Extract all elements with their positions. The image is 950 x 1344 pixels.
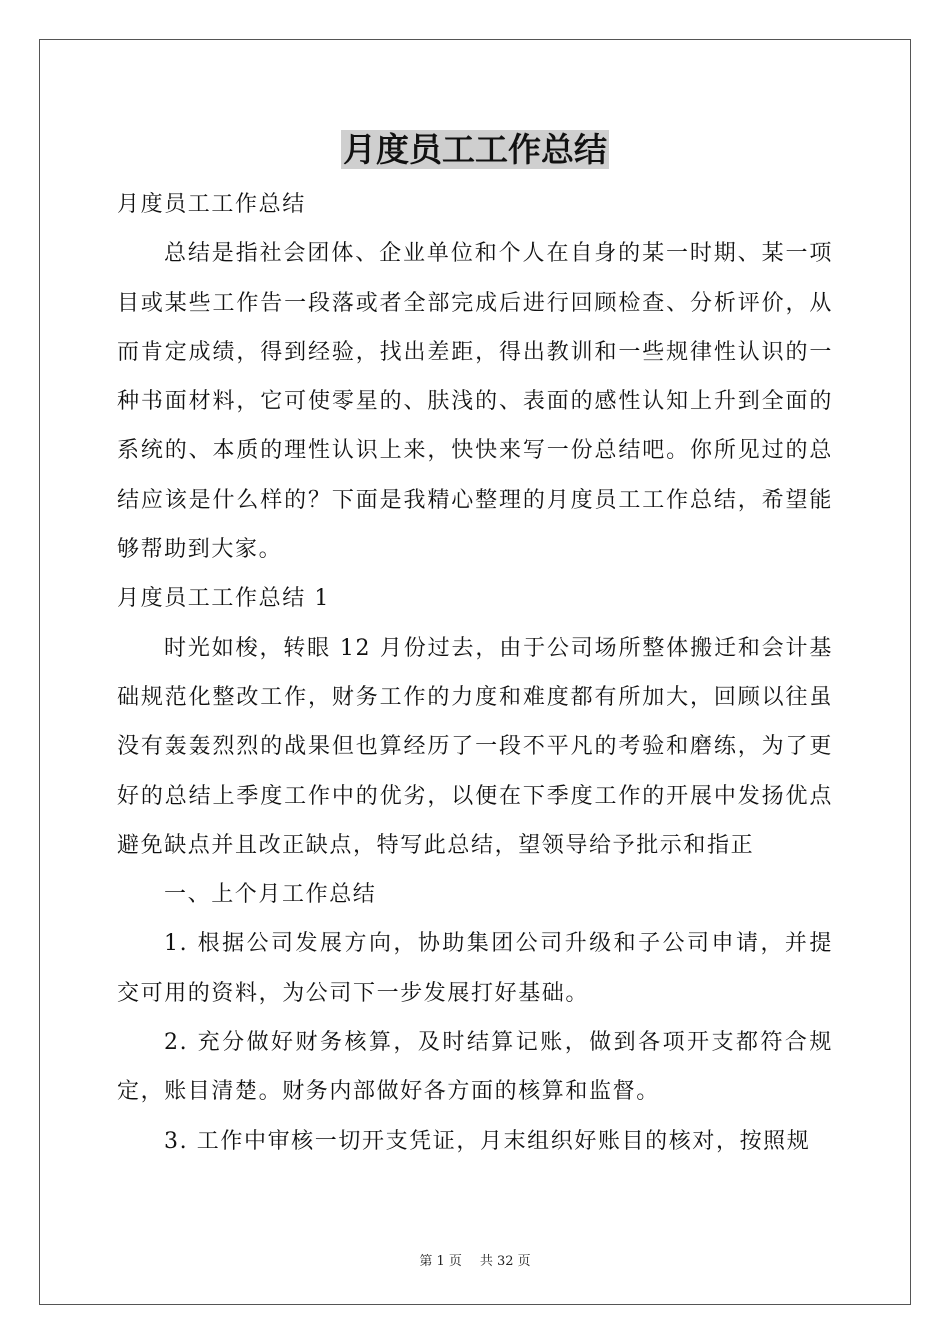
- subtitle-paragraph: 月度员工工作总结: [117, 192, 306, 217]
- list-item: 3. 工作中审核一切开支凭证，月末组织好账目的核对，按照规: [164, 1128, 811, 1154]
- subsection-heading: 一、上个月工作总结: [164, 882, 377, 908]
- document-title-text: 月度员工工作总结: [343, 130, 607, 169]
- list-item: 2. 充分做好财务核算，及时结算记账，做到各项开支都符合规定，账目清楚。财务内部做好各方面的核算和监督。: [117, 1030, 833, 1105]
- intro-paragraph: 总结是指社会团体、企业单位和个人在自身的某一时期、某一项目或某些工作告一段落或者全部完成后进行回顾检查、分析评价，从而肯定成绩，得到经验，找出差距，得出教训和一些规律性认识的一种书面材料，它可使零星的、肤浅的、表面的感性认知上升到全面的系统的、本质的理性认识上来，快快来写一份总结吧。你所见过的总结应该是什么样的？下面是我精心整理的月度员工工作总结，希望能够帮助到大家。: [117, 241, 833, 563]
- list-item: 1. 根据公司发展方向，协助集团公司升级和子公司申请，并提交可用的资料，为公司下一步发展打好基础。: [117, 931, 833, 1006]
- section-heading: 月度员工工作总结 1: [117, 586, 330, 612]
- page-total: 共 32 页: [479, 1254, 531, 1269]
- document-body: [117, 180, 833, 1166]
- page-number: 第 1 页: [419, 1254, 462, 1269]
- body-paragraph: 时光如梭，转眼 12 月份过去，由于公司场所整体搬迁和会计基础规范化整改工作，财务工作的力度和难度都有所加大，回顾以往虽没有轰轰烈烈的战果但也算经历了一段不平凡的考验和磨练，为了更好的总结上季度工作中的优劣，以便在下季度工作的开展中发扬优点避免缺点并且改正缺点，特写此总结，望领导给予批示和指正: [117, 635, 833, 858]
- page-footer: [0, 1250, 950, 1269]
- document-title: [0, 128, 950, 172]
